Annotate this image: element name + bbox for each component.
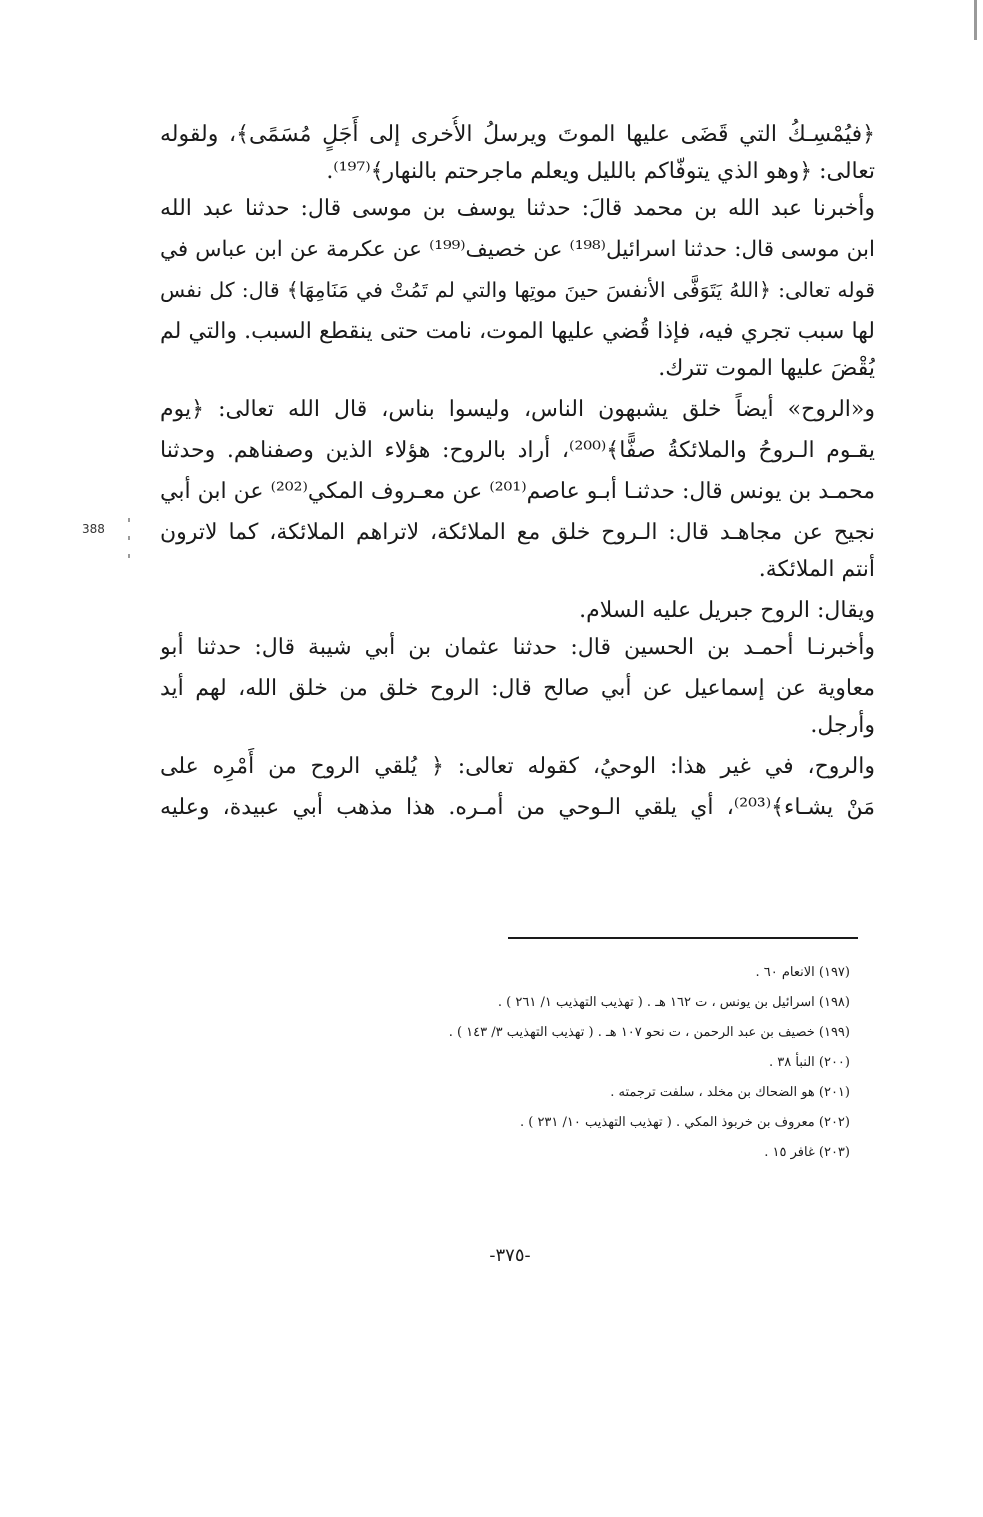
footnote: (١٩٧) الانعام ٦٠ . xyxy=(755,965,850,980)
margin-page-number: 388 xyxy=(82,522,105,536)
text-line: وأخبرنـا أحمـد بن الحسين قال: حدثنا عثمان بن أبي شيبة قال: حدثنا أبو xyxy=(160,635,875,660)
footnotes-block xyxy=(300,958,850,1168)
margin-tick xyxy=(128,536,130,540)
text-line: نجيح عن مجاهـد قال: الـروح خلق مع الملائكة، لاتراهم الملائكة، كما لاترون xyxy=(160,520,875,545)
footnote: (١٩٨) اسرائيل بن يونس ، ت ١٦٢ هـ . ( تهذيب التهذيب ١/ ٢٦١ ) . xyxy=(497,995,850,1010)
footnote: (٢٠٣) غافر ١٥ . xyxy=(764,1145,850,1160)
text-line: ﴿فيُمْسِـكُ التي قَضَى عليها الموتَ ويرسلُ الأُخرى إلى أَجَلٍ مُسَمًى﴾، ولقوله xyxy=(160,122,875,147)
margin-marks xyxy=(128,518,130,578)
footnote: (١٩٩) خصيف بن عبد الرحمن ، ت نحو ١٠٧ هـ . ( تهذيب التهذيب ٣/ ١٤٣ ) . xyxy=(448,1025,850,1040)
text-line: أنتم الملائكة. xyxy=(758,557,875,582)
text-line: قوله تعالى: ﴿اللهُ يَتَوَفَّى الأنفسَ حينَ موتِها والتي لم تَمُتْ في مَنَامِهَا﴾ قال: كل نفس xyxy=(160,278,875,302)
footnote: (٢٠١) هو الضحاك بن مخلد ، سلفت ترجمته . xyxy=(610,1085,850,1100)
scan-artifact xyxy=(974,0,977,40)
text-line: ويقال: الروح جبريل عليه السلام. xyxy=(579,598,875,623)
text-line: ابن موسى قال: حدثنا اسرائيل⁽¹⁹⁸⁾ عن خصيف⁽¹⁹⁹⁾ عن عكرمة عن ابن عباس في xyxy=(160,237,875,262)
text-line: مَنْ يشـاء﴾⁽²⁰³⁾، أي يلقي الـوحي من أمـره. هذا مذهب أبي عبيدة، وعليه xyxy=(160,795,875,820)
text-line: يقـوم الـروحُ والملائكةُ صفًّا﴾⁽²⁰⁰⁾، أراد بالروح: هؤلاء الذين وصفناهم. وحدثنا xyxy=(160,438,875,463)
footnote: (٢٠٢) معروف بن خربوذ المكي . ( تهذيب التهذيب ١٠/ ٢٣١ ) . xyxy=(519,1115,850,1130)
text-line: وأرجل. xyxy=(810,713,875,738)
footnote-separator xyxy=(508,937,858,939)
page-number: -٣٧٥- xyxy=(489,1245,531,1266)
margin-tick xyxy=(128,554,130,558)
text-line: معاوية عن إسماعيل عن أبي صالح قال: الروح خلق من خلق الله، لهم أيد xyxy=(160,676,875,701)
text-line: تعالى: ﴿وهو الذي يتوفّاكم بالليل ويعلم ماجرحتم بالنهار﴾⁽¹⁹⁷⁾. xyxy=(326,159,875,184)
text-line: محمـد بن يونس قال: حدثنـا أبـو عاصم⁽²⁰¹⁾ عن معـروف المكي⁽²⁰²⁾ عن ابن أبي xyxy=(160,479,875,504)
footnote: (٢٠٠) النبأ ٣٨ . xyxy=(769,1055,850,1070)
text-line: لها سبب تجري فيه، فإذا قُضي عليها الموت، نامت حتى ينقطع السبب. والتي لم xyxy=(160,319,875,344)
margin-tick xyxy=(128,518,130,522)
text-line: يُقْضَ عليها الموت تترك. xyxy=(658,356,875,381)
main-text-block xyxy=(160,116,875,826)
text-line: و«الروح» أيضاً خلق يشبهون الناس، وليسوا بناس، قال الله تعالى: ﴿يوم xyxy=(160,397,875,422)
text-line: وأخبرنا عبد الله بن محمد قالَ: حدثنا يوسف بن موسى قال: حدثنا عبد الله xyxy=(160,196,875,221)
text-line: والروح، في غير هذا: الوحيُ، كقوله تعالى: ﴿ يُلقي الروح من أَمْرِه على xyxy=(160,754,875,779)
